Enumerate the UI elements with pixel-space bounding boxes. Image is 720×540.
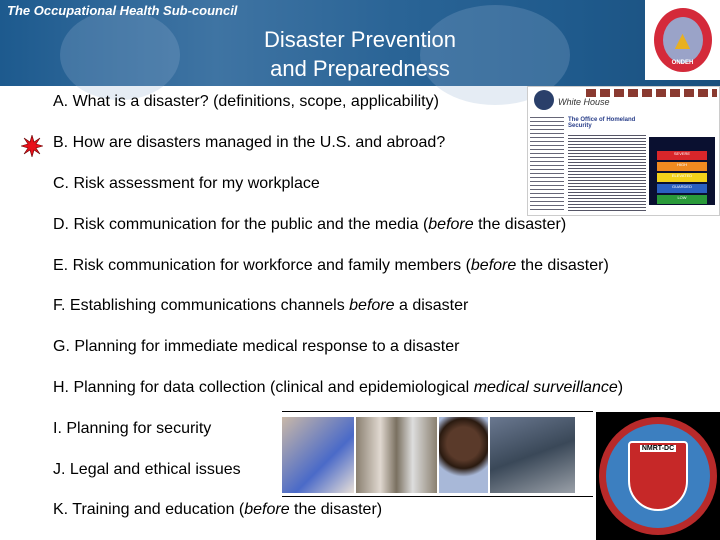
slide-title bbox=[200, 25, 520, 83]
agenda-item bbox=[53, 420, 211, 438]
agenda-item-emphasis: medical surveillance bbox=[473, 379, 618, 396]
agenda-item bbox=[53, 501, 382, 519]
ondeh-logo: ▲ ONDEH bbox=[645, 0, 720, 80]
nmrt-logo bbox=[596, 412, 720, 540]
threat-level-guarded: GUARDED bbox=[657, 184, 707, 193]
agenda-item bbox=[53, 338, 459, 356]
seal-icon bbox=[534, 90, 554, 110]
threat-level-low: LOW bbox=[657, 195, 707, 204]
agenda-item-emphasis: before bbox=[470, 257, 517, 274]
threat-level-severe: SEVERE bbox=[657, 151, 707, 160]
header-banner bbox=[0, 0, 720, 86]
agenda-item bbox=[53, 297, 468, 315]
agenda-item bbox=[53, 461, 241, 479]
agenda-item bbox=[53, 257, 609, 275]
agenda-item-emphasis: before bbox=[349, 297, 395, 314]
website-site-name: White House bbox=[558, 97, 610, 107]
agenda-item bbox=[53, 216, 566, 234]
agenda-item-emphasis: before bbox=[244, 501, 290, 518]
photo-rescue-workers bbox=[490, 417, 575, 493]
threat-level-elevated: ELEVATED bbox=[657, 173, 707, 182]
homeland-security-website-screenshot bbox=[527, 86, 720, 216]
photo-strip bbox=[282, 411, 593, 497]
threat-level-high: HIGH bbox=[657, 162, 707, 171]
agenda-item-text: J. Legal and ethical issues bbox=[53, 461, 241, 478]
agenda-item bbox=[53, 93, 439, 111]
agenda-item-text: D. Risk communication for the public and the media ( bbox=[53, 216, 429, 233]
photo-nurse bbox=[439, 417, 488, 493]
agenda-item-text: the disaster) bbox=[473, 216, 567, 233]
website-heading: The Office of Homeland Security bbox=[568, 117, 636, 129]
agenda-item bbox=[53, 175, 320, 193]
photo-hazmat-workers bbox=[356, 417, 437, 493]
agenda-item-text: a disaster bbox=[394, 297, 469, 314]
agenda-item-emphasis: before bbox=[428, 216, 474, 233]
starburst-marker-icon bbox=[21, 135, 43, 157]
agenda-item-text: G. Planning for immediate medical response to a disaster bbox=[53, 338, 460, 355]
agenda-item-text: B. How are disasters managed in the U.S. and abroad? bbox=[53, 134, 446, 151]
nmrt-tag: NMRT-DC bbox=[641, 445, 675, 452]
title-line-1: Disaster Prevention bbox=[264, 27, 456, 52]
agenda-item-text: A. What is a disaster? (definitions, scope, applicability) bbox=[53, 93, 439, 110]
photo-doctor bbox=[282, 417, 354, 493]
agenda-item-text: the disaster) bbox=[289, 501, 383, 518]
title-line-2: and Preparedness bbox=[270, 56, 450, 81]
threat-level-chart bbox=[649, 137, 715, 205]
agenda-item-text: H. Planning for data collection (clinical and epidemiological bbox=[53, 379, 474, 396]
agenda-item-text: the disaster) bbox=[516, 257, 609, 274]
agenda-item-text: K. Training and education ( bbox=[53, 501, 245, 518]
agenda-item-text: C. Risk assessment for my workplace bbox=[53, 175, 320, 192]
agenda-item-text: E. Risk communication for workforce and family members ( bbox=[53, 257, 471, 274]
agenda-item-text: F. Establishing communications channels bbox=[53, 297, 350, 314]
agenda-item-text: ) bbox=[617, 379, 624, 396]
agenda-item bbox=[53, 134, 445, 152]
subcouncil-label: The Occupational Health Sub-council bbox=[7, 3, 238, 18]
agenda-item-text: I. Planning for security bbox=[53, 420, 212, 437]
agenda-item bbox=[53, 379, 623, 397]
logo-label: ONDEH bbox=[671, 60, 694, 66]
